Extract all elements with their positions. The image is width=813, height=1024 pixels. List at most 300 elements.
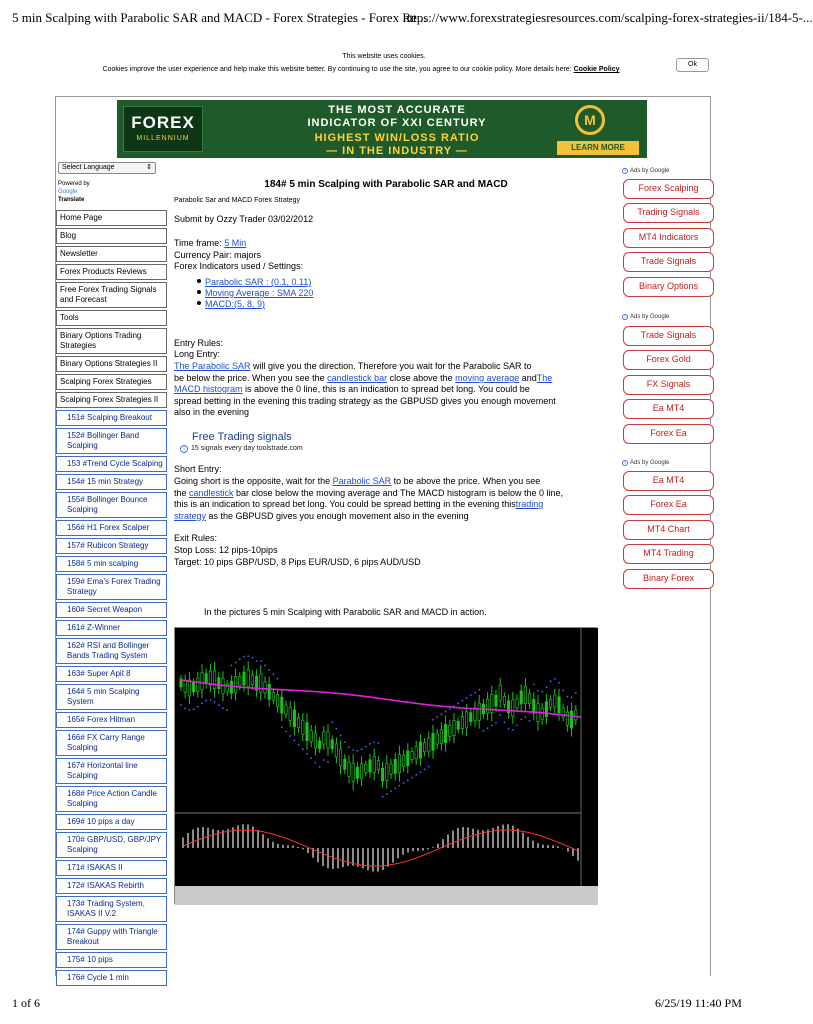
submit-info: Submit by Ozzy Trader 03/02/2012	[174, 214, 314, 224]
strategy-link[interactable]: 167# Horizontal line Scalping	[56, 758, 167, 784]
strategy-link[interactable]: 164# 5 min Scalping System	[56, 684, 167, 710]
language-select-label: Select Language	[62, 164, 115, 171]
candle-body	[268, 684, 270, 699]
sar-dot	[193, 708, 195, 710]
trading-link[interactable]: trading	[515, 499, 544, 509]
ad-link-button[interactable]: Binary Options	[623, 277, 714, 297]
sar-dot	[373, 741, 375, 743]
sar-dot	[575, 692, 577, 694]
indicator-item	[197, 299, 265, 309]
strategy-link[interactable]: 171# ISAKAS II	[56, 860, 167, 876]
candle-body	[423, 743, 425, 752]
article-subtitle: Parabolic Sar and MACD Forex Strategy	[174, 197, 301, 204]
candle-body	[302, 720, 304, 734]
sar-dot	[457, 702, 459, 704]
sar-dot	[520, 719, 522, 721]
strategy-link[interactable]: 172# ISAKAS Rebirth	[56, 878, 167, 894]
short-text: the	[174, 488, 190, 498]
sar-dot	[550, 680, 552, 682]
sar-dot	[285, 731, 287, 733]
sar-dot	[533, 683, 535, 685]
sar-dot	[243, 656, 245, 658]
strategy-link[interactable]: 166# FX Carry Range Scalping	[56, 730, 167, 756]
sar-dot	[214, 701, 216, 703]
candle-body	[411, 751, 413, 759]
bullet-icon	[197, 290, 201, 294]
strategy-link[interactable]: 155# Bollinger Bounce Scalping	[56, 492, 167, 518]
candle-body	[566, 712, 568, 725]
sar-dot	[525, 716, 527, 718]
candle-body	[575, 710, 577, 720]
candle-body	[213, 671, 215, 689]
sar-dot	[407, 779, 409, 781]
powered-by-google	[58, 180, 90, 204]
ad-link-button[interactable]: Forex Gold	[623, 350, 714, 370]
strategy-link[interactable]: 169# 10 pips a day	[56, 814, 167, 830]
nav-item[interactable]: Scalping Forex Strategies	[56, 374, 167, 390]
google-logo: Google	[58, 189, 78, 195]
sar-dot	[420, 771, 422, 773]
candle-body	[528, 694, 530, 704]
sar-dot	[365, 746, 367, 748]
sar-dot	[201, 702, 203, 704]
long-entry-heading: Long Entry:	[174, 349, 221, 359]
short-text: as the GBPUSD gives you enough movement also in the evening	[206, 511, 469, 521]
bullet-icon	[197, 301, 201, 305]
sar-dot	[571, 697, 573, 699]
ad-link-button[interactable]: Binary Forex	[623, 569, 714, 589]
short-text: Going short is the opposite, wait for the	[174, 476, 333, 486]
banner-line2: INDICATOR OF XXI CENTURY	[307, 117, 487, 129]
strategy-link[interactable]: 174# Guppy with Triangle Breakout	[56, 924, 167, 950]
chart-graphic	[175, 628, 598, 905]
candle-body	[344, 759, 346, 769]
sar-dot	[445, 711, 447, 713]
sar-dot	[546, 686, 548, 688]
candle-body	[503, 696, 505, 704]
short-text: this is an indication to spread bet long. You could be spread betting in the evening this	[174, 499, 516, 509]
banner-learn-more-button[interactable]: LEARN MORE	[557, 141, 639, 155]
nav-item[interactable]: Forex Products Reviews	[56, 264, 167, 280]
sar-dot	[294, 739, 296, 741]
candle-body	[188, 680, 190, 696]
sar-dot	[487, 727, 489, 729]
sar-dot	[394, 788, 396, 790]
candle-body	[335, 744, 337, 757]
indicator-item	[197, 277, 311, 287]
candle-body	[314, 733, 316, 748]
ad-link-button[interactable]: MT4 Indicators	[623, 228, 714, 248]
ads-by-google-label	[622, 168, 669, 174]
short-paragraph-line	[174, 511, 469, 523]
sar-dot	[529, 720, 531, 722]
sar-dot	[428, 766, 430, 768]
ad-banner[interactable]	[117, 100, 647, 158]
sar-dot	[210, 699, 212, 701]
candle-body	[453, 721, 455, 736]
sar-dot	[319, 766, 321, 768]
sar-dot	[348, 746, 350, 748]
strategy-link[interactable]: 153 #Trend Cycle Scalping	[56, 456, 167, 472]
sar-dot	[403, 782, 405, 784]
strategy-link[interactable]: 160# Secret Weapon	[56, 602, 167, 618]
candle-body	[348, 762, 350, 776]
indicator-link[interactable]: MACD:(5, 8, 9)	[205, 299, 266, 309]
nav-item[interactable]: Blog	[56, 228, 167, 244]
ad-link-button[interactable]: MT4 Chart	[623, 520, 714, 540]
sar-dot	[411, 777, 413, 779]
indicator-item	[197, 288, 313, 298]
parabolic-sar-link[interactable]: Parabolic SAR	[332, 476, 392, 486]
sar-dot	[382, 796, 384, 798]
long-text: close above the	[387, 373, 456, 383]
language-select[interactable]	[58, 162, 156, 174]
sar-dot	[369, 743, 371, 745]
candle-body	[407, 751, 409, 766]
candle-body	[293, 710, 295, 727]
strategy-link[interactable]: 152# Bollinger Band Scalping	[56, 428, 167, 454]
sar-dot	[352, 749, 354, 751]
strategy-link[interactable]: 161# Z-Winner	[56, 620, 167, 636]
sar-dot	[281, 726, 283, 728]
sar-dot	[298, 744, 300, 746]
sar-dot	[252, 657, 254, 659]
sar-dot	[491, 725, 493, 727]
candle-body	[545, 702, 547, 717]
left-navigation	[56, 210, 167, 988]
ads-by-google-label	[622, 460, 669, 466]
long-text: will give you the direction. Therefore you wait for the Parabolic SAR to	[250, 361, 532, 371]
sar-dot	[205, 700, 207, 702]
candle-body	[444, 725, 446, 743]
sar-dot	[516, 724, 518, 726]
sar-dot	[180, 704, 182, 706]
candle-body	[570, 711, 572, 728]
candle-body	[373, 756, 375, 772]
sar-dot	[331, 721, 333, 723]
ad-link-button[interactable]: Forex Scalping	[623, 179, 714, 199]
candle-body	[478, 703, 480, 720]
candle-body	[201, 673, 203, 690]
indicators-label: Forex Indicators used / Settings:	[174, 261, 304, 271]
ads-label-text: Ads by Google	[630, 168, 670, 174]
long-paragraph-line	[174, 361, 532, 373]
cookie-heading: This website uses cookies.	[342, 53, 426, 60]
sar-dot	[247, 655, 249, 657]
candle-body	[243, 672, 245, 685]
candle-body	[520, 691, 522, 704]
select-arrow-icon: ⇕	[146, 164, 152, 171]
ad-link-button[interactable]: Trading Signals	[623, 203, 714, 223]
candle-body	[398, 755, 400, 773]
indicator-link[interactable]: Parabolic SAR : (0.1, 0.11)	[205, 277, 312, 287]
banner-logo-line2: MILLENNIUM	[136, 135, 190, 142]
cookie-policy-link[interactable]: Cookie Policy	[573, 66, 620, 73]
long-paragraph-line: spread betting in the evening this trading strategy as the GBPUSD gives you enough movement	[174, 396, 556, 406]
banner-logo-line1: FOREX	[131, 113, 195, 132]
sar-dot	[378, 742, 380, 744]
browser-url: https://www.forexstrategiesresources.com/scalping-forex-strategies-ii/184-5-...	[403, 10, 813, 25]
nav-item[interactable]: Home Page	[56, 210, 167, 226]
candle-body	[415, 747, 417, 759]
footer-page: 1 of 6	[12, 996, 40, 1010]
sar-dot	[504, 721, 506, 723]
ads-by-google-label	[622, 314, 669, 320]
nav-item[interactable]: Scalping Forex Strategies II	[56, 392, 167, 408]
nav-item[interactable]: Tools	[56, 310, 167, 326]
candle-body	[465, 712, 467, 728]
candle-body	[352, 763, 354, 781]
long-text: and	[519, 373, 537, 383]
sar-dot	[562, 689, 564, 691]
sar-dot	[441, 713, 443, 715]
candle-body	[516, 699, 518, 708]
ads-label-text: Ads by Google	[630, 460, 670, 466]
candle-body	[461, 717, 463, 729]
sar-dot	[264, 665, 266, 667]
ad-link-button[interactable]: FX Signals	[623, 375, 714, 395]
sar-dot	[260, 660, 262, 662]
nav-item[interactable]: Binary Options Trading Strategies	[56, 328, 167, 354]
banner-line1: THE MOST ACCURATE	[328, 104, 466, 116]
candle-body	[251, 675, 253, 685]
candle-body	[230, 681, 232, 693]
strategy-link[interactable]: 157# Rubicon Strategy	[56, 538, 167, 554]
sar-dot	[336, 728, 338, 730]
candle-body	[449, 725, 451, 736]
candle-body	[558, 697, 560, 713]
sar-dot	[399, 785, 401, 787]
ad-link-button[interactable]: Ea MT4	[623, 471, 714, 491]
strategy-link[interactable]: 175# 10 pips	[56, 952, 167, 968]
chart-tabbar	[175, 886, 598, 905]
translate-link[interactable]: Translate	[58, 197, 85, 203]
ad-link-button[interactable]: Ea MT4	[623, 399, 714, 419]
candle-body	[272, 692, 274, 700]
nav-item[interactable]: Free Forex Trading Signals and Forecast	[56, 282, 167, 308]
sar-dot	[184, 707, 186, 709]
sar-dot	[315, 762, 317, 764]
ad-link-button[interactable]: Trade Signals	[623, 326, 714, 346]
candle-body	[318, 741, 320, 749]
long-text: be below the price. When you see the	[174, 373, 328, 383]
banner-logo	[123, 106, 203, 152]
short-text: to be above the price. When you see	[391, 476, 541, 486]
stop-loss: Stop Loss: 12 pips-10pips	[174, 545, 278, 555]
ad-link-button[interactable]: MT4 Trading	[623, 544, 714, 564]
timeframe-link[interactable]: 5 Min	[224, 238, 247, 248]
sar-dot	[306, 753, 308, 755]
ad-link-button[interactable]: Forex Ea	[623, 424, 714, 444]
candlestick-bar-link[interactable]: candlestick bar	[327, 373, 388, 383]
sar-dot	[218, 704, 220, 706]
candle-body	[402, 755, 404, 766]
strategy-link[interactable]: 162# RSI and Bollinger Bands Trading System	[56, 638, 167, 664]
sar-dot	[558, 682, 560, 684]
strategy-link[interactable]: 158# 5 min scalping	[56, 556, 167, 572]
sar-dot	[344, 741, 346, 743]
sar-dot	[289, 735, 291, 737]
sar-dot	[268, 669, 270, 671]
candle-body	[377, 760, 379, 769]
indicator-link[interactable]: Moving Average : SMA 220	[205, 288, 314, 298]
candle-body	[474, 708, 476, 721]
parabolic-sar-link[interactable]: The Parabolic SAR	[174, 361, 251, 371]
candle-body	[264, 682, 266, 693]
candle-body	[356, 767, 358, 778]
strategy-link[interactable]: 163# Super Apit 8	[56, 666, 167, 682]
sar-dot	[197, 706, 199, 708]
trading-chart-image	[174, 627, 597, 904]
long-paragraph-line	[174, 373, 552, 385]
sar-dot	[462, 700, 464, 702]
candle-body	[281, 697, 283, 713]
sar-dot	[436, 716, 438, 718]
sar-dot	[508, 728, 510, 730]
sar-dot	[235, 662, 237, 664]
candle-body	[499, 685, 501, 700]
sar-dot	[222, 707, 224, 709]
powered-by-label: Powered by	[58, 181, 90, 187]
timeframe-label: Time frame:	[174, 238, 225, 248]
info-icon[interactable]: i	[180, 445, 188, 453]
sar-dot	[231, 664, 233, 666]
long-text: is above the 0 line, this is an indication to spread bet long. You could be	[242, 384, 530, 394]
bullet-icon	[197, 279, 201, 283]
sar-dot	[537, 690, 539, 692]
sar-dot	[310, 757, 312, 759]
sar-dot	[390, 790, 392, 792]
long-paragraph-line: also in the evening	[174, 407, 250, 417]
pictures-caption: In the pictures 5 min Scalping with Parabolic SAR and MACD in action.	[204, 607, 487, 617]
strategy-link[interactable]: 168# Price Action Candle Scalping	[56, 786, 167, 812]
sar-dot	[567, 696, 569, 698]
strategy-link[interactable]: 170# GBP/USD, GBP/JPY Scalping	[56, 832, 167, 858]
strategy-link[interactable]: strategy	[174, 511, 207, 521]
sar-dot	[340, 735, 342, 737]
moving-average-link[interactable]: moving average	[455, 373, 520, 383]
sar-dot	[432, 719, 434, 721]
strategy-link[interactable]: 176# Cycle 1 min	[56, 970, 167, 986]
sar-dot	[189, 709, 191, 711]
candle-body	[533, 699, 535, 713]
browser-title: 5 min Scalping with Parabolic SAR and MACD - Forex Strategies - Forex Re...	[12, 10, 427, 25]
candle-body	[394, 759, 396, 773]
short-paragraph-line	[174, 488, 563, 500]
footer-datetime: 6/25/19 11:40 PM	[655, 996, 742, 1010]
candle-body	[197, 678, 199, 691]
strategy-link[interactable]: 173# Trading System, ISAKAS II V.2	[56, 896, 167, 922]
sar-dot	[323, 759, 325, 761]
candle-body	[390, 764, 392, 774]
ad-subtitle-text: 15 signals every day toolstrade.com	[191, 445, 303, 452]
candle-body	[310, 731, 312, 742]
candle-body	[440, 729, 442, 743]
candle-body	[386, 763, 388, 780]
sar-dot	[495, 722, 497, 724]
candle-body	[495, 695, 497, 706]
candle-body	[512, 700, 514, 716]
sar-dot	[239, 658, 241, 660]
candlestick-link[interactable]: candlestick	[189, 488, 234, 498]
candle-body	[327, 732, 329, 748]
the-link[interactable]: The	[536, 373, 553, 383]
sar-dot	[554, 678, 556, 680]
sar-dot	[474, 692, 476, 694]
sar-dot	[386, 793, 388, 795]
sar-dot	[327, 761, 329, 763]
candle-body	[339, 749, 341, 766]
candle-body	[306, 723, 308, 741]
cookie-ok-button[interactable]: Ok	[676, 58, 709, 72]
strategy-link[interactable]: 151# Scalping Breakout	[56, 410, 167, 426]
exit-rules-heading: Exit Rules:	[174, 533, 218, 543]
strategy-link[interactable]: 156# H1 Forex Scalper	[56, 520, 167, 536]
inline-ad[interactable]	[180, 431, 480, 453]
info-icon[interactable]: i	[622, 314, 628, 320]
banner-line3: HIGHEST WIN/LOSS RATIO	[314, 132, 480, 144]
ad-link-button[interactable]: Forex Ea	[623, 495, 714, 515]
short-paragraph-line	[174, 476, 540, 488]
candle-body	[419, 742, 421, 758]
candle-body	[285, 705, 287, 714]
strategy-link[interactable]: 165# Forex Hitman	[56, 712, 167, 728]
candle-body	[524, 687, 526, 704]
candle-body	[428, 738, 430, 751]
macd-histogram-link[interactable]: MACD histogram	[174, 384, 243, 394]
cookie-message: Cookies improve the user experience and help make this website better. By continuing to use the site, you agree to our cookie policy. More details here:	[102, 66, 572, 73]
sar-dot	[499, 714, 501, 716]
sar-dot	[256, 660, 258, 662]
candle-body	[381, 768, 383, 781]
short-text: bar close below the moving average and The MACD histogram is below the 0 line,	[233, 488, 564, 498]
candle-body	[432, 733, 434, 750]
candle-body	[457, 721, 459, 729]
ad-link-button[interactable]: Trade Signals	[623, 252, 714, 272]
short-paragraph-line	[174, 499, 543, 511]
strategy-link[interactable]: 159# Ema's Forex Trading Strategy	[56, 574, 167, 600]
entry-rules-heading: Entry Rules:	[174, 338, 224, 348]
sar-dot	[449, 708, 451, 710]
strategy-link[interactable]: 154# 15 min Strategy	[56, 474, 167, 490]
sar-dot	[470, 694, 472, 696]
ad-title[interactable]: Free Trading signals	[192, 431, 292, 443]
nav-item[interactable]: Binary Options Strategies II	[56, 356, 167, 372]
ads-label-text: Ads by Google	[630, 314, 670, 320]
candle-body	[276, 695, 278, 707]
info-icon[interactable]: i	[622, 168, 628, 174]
candle-body	[218, 678, 220, 689]
long-paragraph-line	[174, 384, 530, 396]
info-icon[interactable]: i	[622, 460, 628, 466]
sar-dot	[357, 750, 359, 752]
candle-body	[369, 760, 371, 772]
sar-dot	[273, 673, 275, 675]
nav-item[interactable]: Newsletter	[56, 246, 167, 262]
currency-pair: Currency Pair: majors	[174, 250, 262, 260]
candle-body	[297, 718, 299, 728]
candle-body	[486, 699, 488, 713]
sar-dot	[361, 748, 363, 750]
article-title: 184# 5 min Scalping with Parabolic SAR and MACD	[264, 179, 508, 190]
sar-dot	[466, 697, 468, 699]
ad-subtitle	[180, 445, 480, 453]
target: Target: 10 pips GBP/USD, 8 Pips EUR/USD, 6 pips AUD/USD	[174, 557, 421, 567]
candle-body	[184, 680, 186, 692]
short-entry-heading: Short Entry:	[174, 464, 222, 474]
candle-body	[436, 734, 438, 744]
sar-dot	[226, 709, 228, 711]
